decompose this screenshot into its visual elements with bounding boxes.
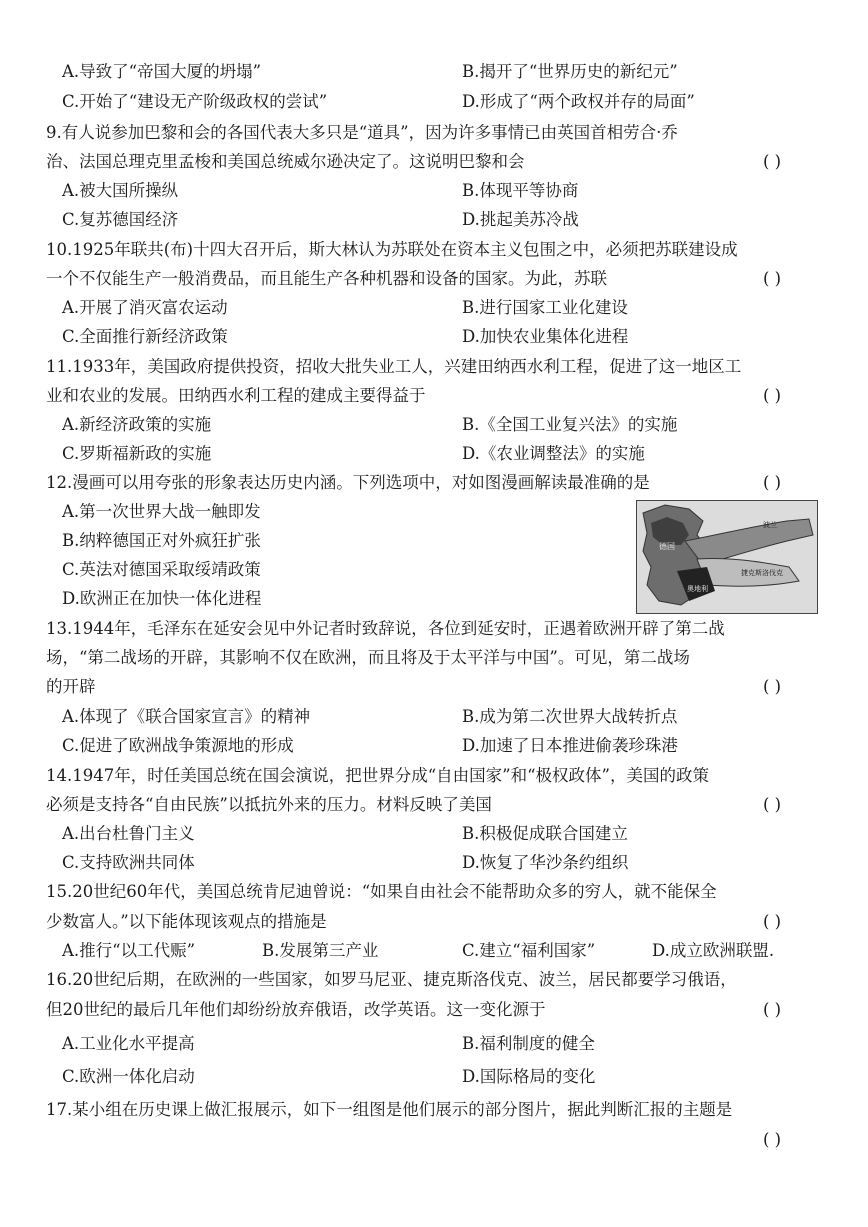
q16-answer-bracket[interactable]: ( ) — [763, 1000, 782, 1019]
q16-option-a[interactable]: A.工业化水平提高 — [62, 1034, 195, 1053]
q8-option-b[interactable]: B.揭开了“世界历史的新纪元” — [462, 62, 678, 81]
cartoon-label-right-mid: 捷克斯洛伐克 — [741, 569, 783, 577]
q11-options-row-2 — [0, 441, 868, 467]
q9-stem-text-2: 治、法国总理克里孟梭和美国总统威尔逊决定了。这说明巴黎和会 — [46, 152, 525, 171]
q14-options-row-2 — [0, 850, 868, 876]
q15-option-a[interactable]: A.推行“以工代赈” — [62, 941, 196, 960]
q9-options-row-2 — [0, 207, 868, 233]
q12-stem-line-1 — [0, 470, 868, 496]
q14-option-a[interactable]: A.出台杜鲁门主义 — [62, 824, 195, 843]
q16-options-row-2 — [0, 1064, 868, 1090]
q8-options-row-2 — [0, 89, 868, 115]
q12-answer-bracket[interactable]: ( ) — [763, 473, 782, 492]
q13-option-a[interactable]: A.体现了《联合国家宣言》的精神 — [62, 707, 311, 726]
q10-option-c[interactable]: C.全面推行新经济政策 — [62, 327, 228, 346]
q13-stem-text-1: 13.1944年，毛泽东在延安会见中外记者时致辞说，各位到延安时，正遇着欧洲开辟了第二战 — [46, 619, 725, 638]
q15-stem-line-2 — [0, 909, 868, 935]
q14-option-b[interactable]: B.积极促成联合国建立 — [462, 824, 628, 843]
q12-stem-text-1: 12.漫画可以用夸张的形象表达历史内涵。下列选项中，对如图漫画解读最准确的是 — [46, 473, 650, 492]
q14-options-row-1 — [0, 821, 868, 847]
cartoon-label-germany: 德国 — [659, 542, 675, 551]
q15-stem-text-2: 少数富人。”以下能体现该观点的措施是 — [46, 912, 327, 931]
q10-stem-text-2: 一个不仅能生产一般消费品，而且能生产各种机器和设备的国家。为此，苏联 — [46, 269, 607, 288]
cartoon-label-right-top: 波兰 — [763, 521, 777, 529]
q16-stem-text-2: 但20世纪的最后几年他们却纷纷放弃俄语，改学英语。这一变化源于 — [46, 1000, 546, 1019]
q11-stem-text-1: 11.1933年，美国政府提供投资，招收大批失业工人，兴建田纳西水利工程，促进了这一地区工 — [46, 357, 742, 376]
q10-stem-text-1: 10.1925年联共(布)十四大召开后，斯大林认为苏联处在资本主义包围之中，必须把苏联建设成 — [46, 240, 738, 259]
q13-stem-line-2 — [0, 645, 868, 671]
q11-options-row-1 — [0, 412, 868, 438]
q12-option-d[interactable]: D.欧洲正在加快一体化进程 — [62, 589, 262, 608]
q9-stem-line-1 — [0, 120, 868, 146]
q10-stem-line-1 — [0, 237, 868, 263]
q16-options-row-1 — [0, 1031, 868, 1057]
q13-answer-bracket[interactable]: ( ) — [763, 677, 782, 696]
q10-option-b[interactable]: B.进行国家工业化建设 — [462, 298, 628, 317]
q14-option-d[interactable]: D.恢复了华沙条约组织 — [462, 853, 629, 872]
q11-stem-text-2: 业和农业的发展。田纳西水利工程的建成主要得益于 — [46, 386, 426, 405]
q12-option-c[interactable]: C.英法对德国采取绥靖政策 — [62, 560, 261, 579]
q10-answer-bracket[interactable]: ( ) — [763, 269, 782, 288]
q9-stem-line-2 — [0, 149, 868, 175]
q15-option-b[interactable]: B.发展第三产业 — [262, 941, 379, 960]
q11-option-a[interactable]: A.新经济政策的实施 — [62, 415, 212, 434]
cartoon-drawing — [637, 501, 817, 613]
q9-option-b[interactable]: B.体现平等协商 — [462, 181, 579, 200]
q10-option-d[interactable]: D.加快农业集体化进程 — [462, 327, 629, 346]
q16-option-b[interactable]: B.福利制度的健全 — [462, 1034, 595, 1053]
q16-stem-text-1: 16.20世纪后期，在欧洲的一些国家，如罗马尼亚、捷克斯洛伐克、波兰，居民都要学习俄语， — [46, 970, 737, 989]
q14-stem-line-2 — [0, 792, 868, 818]
q12-cartoon-image — [636, 500, 818, 614]
q14-stem-text-2: 必须是支持各“自由民族”以抵抗外来的压力。材料反映了美国 — [46, 795, 492, 814]
q16-option-c[interactable]: C.欧洲一体化启动 — [62, 1067, 195, 1086]
q9-stem-text-1: 9.有人说参加巴黎和会的各国代表大多只是“道具”，因为许多事情已由英国首相劳合·乔 — [46, 123, 678, 142]
q15-answer-bracket[interactable]: ( ) — [763, 912, 782, 931]
q13-option-c[interactable]: C.促进了欧洲战争策源地的形成 — [62, 736, 294, 755]
q17-stem-text-1: 17.某小组在历史课上做汇报展示，如下一组图是他们展示的部分图片，据此判断汇报的主题是 — [46, 1100, 733, 1119]
q17-stem-line-1 — [0, 1097, 868, 1123]
q11-answer-bracket[interactable]: ( ) — [763, 386, 782, 405]
q16-option-d[interactable]: D.国际格局的变化 — [462, 1067, 596, 1086]
q17-answer-bracket[interactable]: ( ) — [763, 1130, 782, 1149]
q13-stem-text-3: 的开辟 — [46, 677, 96, 696]
q16-stem-line-1 — [0, 967, 868, 993]
q15-option-d[interactable]: D.成立欧洲联盟. — [652, 941, 775, 960]
q8-option-a[interactable]: A.导致了“帝国大厦的坍塌” — [62, 62, 262, 81]
q9-answer-bracket[interactable]: ( ) — [763, 152, 782, 171]
q11-stem-line-1 — [0, 354, 868, 380]
q10-stem-line-2 — [0, 266, 868, 292]
q14-stem-text-1: 14.1947年，时任美国总统在国会演说，把世界分成“自由国家”和“极权政体”，美国的政策 — [46, 766, 709, 785]
q10-option-a[interactable]: A.开展了消灭富农运动 — [62, 298, 228, 317]
q12-option-a[interactable]: A.第一次世界大战一触即发 — [62, 502, 261, 521]
q15-stem-text-1: 15.20世纪60年代，美国总统肯尼迪曾说：“如果自由社会不能帮助众多的穷人，就不能保全 — [46, 882, 717, 901]
q9-option-a[interactable]: A.被大国所操纵 — [62, 181, 179, 200]
q16-stem-line-2 — [0, 997, 868, 1023]
q13-stem-line-3 — [0, 674, 868, 700]
q17-answer-line — [0, 1127, 868, 1153]
cartoon-label-bottom: 奥地利 — [687, 585, 708, 593]
q10-options-row-2 — [0, 324, 868, 350]
q9-option-d[interactable]: D.挑起美苏冷战 — [462, 210, 579, 229]
q11-option-b[interactable]: B.《全国工业复兴法》的实施 — [462, 415, 678, 434]
q13-option-b[interactable]: B.成为第二次世界大战转折点 — [462, 707, 678, 726]
q11-option-d[interactable]: D.《农业调整法》的实施 — [462, 444, 645, 463]
q9-option-c[interactable]: C.复苏德国经济 — [62, 210, 179, 229]
q15-stem-line-1 — [0, 879, 868, 905]
q10-options-row-1 — [0, 295, 868, 321]
q13-stem-text-2: 场，“第二战场的开辟，其影响不仅在欧洲，而且将及于太平洋与中国”。可见，第二战场 — [46, 648, 690, 667]
q14-option-c[interactable]: C.支持欧洲共同体 — [62, 853, 195, 872]
q14-stem-line-1 — [0, 763, 868, 789]
q11-option-c[interactable]: C.罗斯福新政的实施 — [62, 444, 212, 463]
q8-options-row-1 — [0, 59, 868, 85]
q15-option-c[interactable]: C.建立“福利国家” — [462, 941, 596, 960]
q8-option-d[interactable]: D.形成了“两个政权并存的局面” — [462, 92, 695, 111]
q11-stem-line-2 — [0, 383, 868, 409]
q13-stem-line-1 — [0, 616, 868, 642]
q13-option-d[interactable]: D.加速了日本推进偷袭珍珠港 — [462, 736, 678, 755]
q9-options-row-1 — [0, 178, 868, 204]
q12-option-b[interactable]: B.纳粹德国正对外疯狂扩张 — [62, 531, 261, 550]
q8-option-c[interactable]: C.开始了“建设无产阶级政权的尝试” — [62, 92, 328, 111]
q15-options-row — [0, 938, 868, 964]
q14-answer-bracket[interactable]: ( ) — [763, 795, 782, 814]
q13-options-row-2 — [0, 733, 868, 759]
q13-options-row-1 — [0, 704, 868, 730]
